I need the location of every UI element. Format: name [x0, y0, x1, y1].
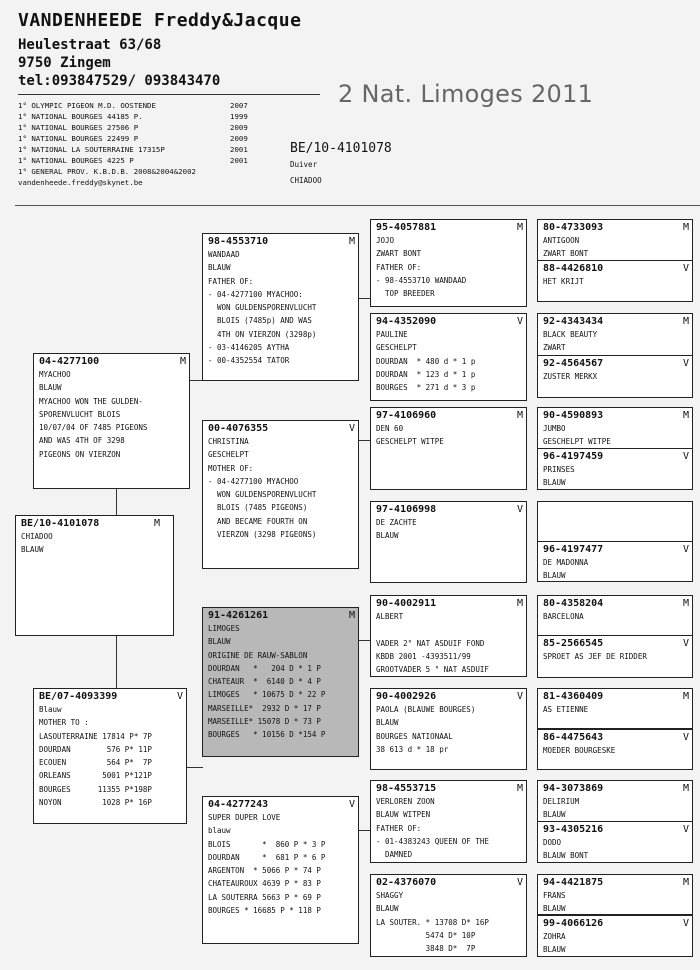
pedigree-box	[537, 355, 693, 398]
pedigree-box-line: MOEDER BOURGESKE	[543, 746, 616, 755]
ring-number: 98-4553715	[376, 783, 437, 794]
sex-marker: V	[348, 423, 355, 434]
pedigree-box-line: CHRISTINA	[208, 437, 249, 446]
ring-number: 97-4106998	[376, 504, 437, 515]
pedigree-box-header	[208, 235, 355, 248]
ring-number: 90-4002911	[376, 598, 437, 609]
pedigree-box-header	[543, 262, 689, 275]
pedigree-box-line: ORLEANS 5001 P*121P	[39, 771, 152, 781]
achievement-text: 1° NATIONAL BOURGES 22499 P	[18, 134, 139, 143]
achievement-year: 1999	[230, 112, 248, 121]
ring-number: 88-4426810	[543, 263, 604, 274]
sex-marker: V	[682, 824, 689, 835]
connector-line	[116, 489, 117, 516]
sex-marker: V	[516, 316, 523, 327]
pedigree-box-line: 3848 D* 7P	[376, 944, 476, 954]
achievement-year: 2001	[230, 145, 248, 154]
sex-marker: M	[682, 877, 689, 888]
achievement-text: 1° NATIONAL LA SOUTERRAINE 17315P	[18, 145, 165, 154]
pedigree-box-header	[543, 543, 689, 556]
pigeon-name: CHIADOO	[290, 176, 322, 185]
sex-marker: M	[682, 316, 689, 327]
pedigree-box-line: BLAUW WITPEN	[376, 810, 431, 820]
pedigree-box-line: FATHER OF:	[208, 276, 254, 286]
pedigree-box-header	[543, 690, 689, 703]
pedigree-box-line: ORIGINE DE RAUW-SABLON	[208, 650, 308, 660]
connector-line	[116, 636, 117, 689]
sex-marker: M	[348, 610, 355, 621]
ring-number: 80-4358204	[543, 598, 604, 609]
connector-line	[187, 767, 203, 768]
pedigree-subject-box	[15, 515, 174, 636]
pedigree-box-line: 10/07/04 OF 7485 PIGEONS	[39, 423, 148, 433]
pedigree-box-line: CHIADOO	[21, 532, 53, 541]
pedigree-box-header	[543, 409, 689, 422]
pedigree-box-line: WON GULDENSPORENVLUCHT	[208, 490, 317, 500]
pedigree-box-header	[543, 917, 689, 930]
pedigree-box-line: VADER 2° NAT ASDUIF FOND	[376, 638, 485, 648]
pedigree-box-line: DOURDAN * 123 d * 1 p	[376, 369, 476, 379]
pedigree-box-line: 4TH ON VIERZON (3298p)	[208, 329, 317, 339]
sex-marker: M	[682, 222, 689, 233]
pedigree-box-header	[543, 315, 689, 328]
pedigree-box-line: - 98-4553710 WANDAAD	[376, 275, 467, 285]
pedigree-box-line: CHATEAUROUX 4639 P * 83 P	[208, 879, 321, 889]
pedigree-box-line: BLOIS (7485p) AND WAS	[208, 316, 312, 326]
pedigree-box	[537, 448, 693, 490]
pedigree-box-header	[208, 422, 355, 435]
pedigree-box-line: LIMOGES * 10675 D * 22 P	[208, 690, 326, 700]
ring-number: 85-2566545	[543, 638, 604, 649]
pedigree-box	[202, 420, 359, 569]
pedigree-box-line: BOURGES NATIONAAL	[376, 731, 453, 741]
ring-number: 04-4277243	[208, 799, 269, 810]
pedigree-box	[370, 780, 527, 863]
pedigree-box-line: DE ZACHTE	[376, 518, 417, 527]
pedigree-box	[370, 874, 527, 957]
sex-marker: M	[348, 236, 355, 247]
pedigree-box-line: MARSEILLE* 15078 D * 73 P	[208, 717, 321, 727]
pedigree-box-line: BLAUW	[376, 531, 399, 541]
pedigree-box-line: MYACHOO WON THE GULDEN-	[39, 396, 143, 406]
pedigree-box	[537, 729, 693, 770]
pedigree-box-line: BLAUW	[543, 945, 566, 955]
pedigree-box-line: BLOIS (7485 PIGEONS)	[208, 503, 308, 513]
pedigree-box-line: BLAUW	[376, 718, 399, 728]
pedigree-box	[202, 233, 359, 381]
pedigree-box-line: ARGENTON * 5066 P * 74 P	[208, 866, 321, 876]
pedigree-box-line: BLOIS * 860 P * 3 P	[208, 839, 326, 849]
pedigree-box-line: LASOUTERRAINE 17814 P* 7P	[39, 731, 152, 741]
pedigree-box-line: Blauw	[39, 705, 62, 714]
pedigree-box	[370, 407, 527, 490]
pedigree-box-line: ZOHRA	[543, 932, 566, 941]
pedigree-box-line: BLAUW	[543, 904, 566, 914]
pedigree-box-header	[543, 782, 689, 795]
pedigree-box	[370, 688, 527, 770]
sex-marker: M	[516, 410, 523, 421]
ring-number: 02-4376070	[376, 877, 437, 888]
sex-marker: V	[516, 877, 523, 888]
pedigree-box-line: BOURGES 11355 P*198P	[39, 784, 152, 794]
pedigree-box	[537, 541, 693, 582]
ring-number: 94-4352090	[376, 316, 437, 327]
achievement-year: 2009	[230, 134, 248, 143]
pedigree-box-line: DELIRIUM	[543, 797, 580, 806]
pedigree-box-line: SUPER DUPER LOVE	[208, 813, 281, 822]
pedigree-box-line: SHAGGY	[376, 891, 404, 900]
pedigree-box	[537, 874, 693, 915]
ring-number: 93-4305216	[543, 824, 604, 835]
pedigree-box-header	[376, 782, 523, 795]
sex-marker: M	[682, 410, 689, 421]
achievement-item	[18, 122, 248, 133]
sex-marker: V	[516, 691, 523, 702]
pedigree-box-line: BARCELONA	[543, 612, 584, 621]
pedigree-box-line: DOURDAN * 681 P * 6 P	[208, 852, 326, 862]
achievement-item	[18, 100, 248, 111]
pedigree-box-line: GROOTVADER 5 ° NAT ASDUIF	[376, 665, 489, 675]
pedigree-box-header	[39, 690, 183, 703]
pedigree-box-header	[376, 221, 523, 234]
sex-marker: M	[682, 598, 689, 609]
pedigree-box-line: JUMBO	[543, 424, 566, 433]
sex-marker: V	[682, 263, 689, 274]
ring-number: 80-4733093	[543, 222, 604, 233]
pedigree-box-line: GESCHELPT	[376, 343, 417, 353]
pedigree-box-line: BLAUW	[543, 810, 566, 820]
pedigree-box-line: BOURGES * 10156 D *154 P	[208, 730, 326, 740]
pedigree-box	[537, 260, 693, 302]
pedigree-box-line: AND WAS 4TH OF 3298	[39, 436, 125, 446]
pedigree-box-line: PRINSES	[543, 465, 575, 474]
pedigree-box	[537, 780, 693, 822]
pigeon-identity	[290, 140, 392, 189]
pedigree-box-line: ZUSTER MERKX	[543, 372, 598, 381]
pedigree-box-line: DOURDAN 576 P* 11P	[39, 744, 152, 754]
owner-name: VANDENHEEDE Freddy&Jacque	[18, 10, 302, 31]
achievement-item	[18, 111, 248, 122]
owner-street: Heulestraat 63/68	[18, 37, 162, 53]
pedigree-box-line: DE MADONNA	[543, 558, 589, 567]
owner-email: vandenheede.freddy@skynet.be	[18, 178, 143, 187]
pedigree-box-line: - 00-4352554 TATOR	[208, 356, 290, 366]
sex-marker: M	[153, 518, 160, 529]
sex-marker: M	[179, 356, 186, 367]
achievement-year: 2001	[230, 156, 248, 165]
pedigree-box	[202, 607, 359, 757]
pedigree-box	[33, 688, 187, 824]
pedigree-box	[370, 313, 527, 401]
ring-number: 81-4360409	[543, 691, 604, 702]
pedigree-box-line: BLAUW	[208, 637, 231, 647]
pedigree-box-line: HET KRIJT	[543, 277, 584, 286]
pedigree-box-line: ECOUEN 564 P* 7P	[39, 758, 152, 768]
sex-marker: M	[516, 783, 523, 794]
pedigree-box-line: FATHER OF:	[376, 262, 422, 272]
pedigree-box	[537, 688, 693, 729]
pedigree-box-line: PAULINE	[376, 330, 408, 339]
achievement-text: 1° GENERAL PROV. K.B.D.B. 2008&2004&2002	[18, 167, 196, 176]
achievements-list	[18, 100, 248, 188]
pedigree-box-header	[376, 690, 523, 703]
pedigree-box	[370, 501, 527, 583]
pedigree-box-line: GESCHELPT WITPE	[376, 437, 444, 447]
pigeon-sex: Duiver	[290, 160, 318, 169]
pedigree-box-line: GESCHELPT	[208, 450, 249, 460]
pedigree-box-line: LIMOGES	[208, 624, 240, 633]
pedigree-box-line	[376, 623, 523, 636]
sex-marker: V	[682, 544, 689, 555]
pedigree-box-line: FATHER OF:	[376, 823, 422, 833]
sex-marker: V	[348, 799, 355, 810]
ring-number: 99-4066126	[543, 918, 604, 929]
sex-marker: V	[682, 451, 689, 462]
pedigree-box-line: ALBERT	[376, 612, 404, 621]
pedigree-box-line: LA SOUTER. * 13708 D* 16P	[376, 917, 489, 927]
pedigree-box-line: BLAUW	[543, 571, 566, 581]
ring-number: 00-4076355	[208, 423, 269, 434]
ring-number: BE/10-4101078	[21, 518, 100, 529]
sex-marker: M	[682, 691, 689, 702]
ring-number: 04-4277100	[39, 356, 100, 367]
pedigree-box-line: SPORENVLUCHT BLOIS	[39, 409, 121, 419]
pedigree-box-line: - 03-4146205 AYTHA	[208, 343, 290, 353]
ring-number: 90-4590893	[543, 410, 604, 421]
achievement-item	[18, 155, 248, 166]
pedigree-box-header	[543, 731, 689, 744]
pedigree-box-line: DOURDAN * 204 D * 1 P	[208, 663, 321, 673]
pedigree-box-line: WON GULDENSPORENVLUCHT	[208, 303, 317, 313]
sex-marker: V	[516, 504, 523, 515]
pedigree-box-header	[543, 221, 689, 234]
pedigree-box-line: MYACHOO	[39, 370, 71, 379]
pedigree-box-line: TOP BREEDER	[376, 289, 435, 299]
pedigree-box-header	[543, 450, 689, 463]
pedigree-box-header	[208, 798, 355, 811]
pedigree-box	[537, 313, 693, 356]
sex-marker: M	[682, 783, 689, 794]
pedigree-box-line: ANTIGOON	[543, 236, 580, 245]
ring-number: 91-4261261	[208, 610, 269, 621]
sex-marker: V	[682, 918, 689, 929]
pedigree-box-line: DOURDAN * 480 d * 1 p	[376, 356, 476, 366]
pedigree-box-line: BLAUW	[39, 383, 62, 393]
ring-number: 94-3073869	[543, 783, 604, 794]
pedigree-box-line: MARSEILLE* 2932 D * 17 P	[208, 703, 321, 713]
sex-marker: V	[176, 691, 183, 702]
pedigree-box-line: PIGEONS ON VIERZON	[39, 449, 121, 459]
pedigree-box-line: 5474 D* 10P	[376, 930, 476, 940]
header-divider	[18, 94, 320, 95]
pedigree-box-line: ZWART BONT	[376, 249, 422, 259]
pedigree-box-line: BLAUW	[208, 263, 231, 273]
pedigree-box	[370, 595, 527, 677]
pedigree-box-line: - 01-4383243 QUEEN OF THE	[376, 836, 489, 846]
pedigree-box-line: LA SOUTERRA 5663 P * 69 P	[208, 892, 321, 902]
pedigree-box-line: ZWART BONT	[543, 249, 589, 259]
pedigree-box-line: SPROET AS JEF DE RIDDER	[543, 652, 647, 661]
pedigree-box-line: WANDAAD	[208, 250, 240, 259]
pedigree-box	[202, 796, 359, 944]
ring-number: BE/07-4093399	[39, 691, 118, 702]
pedigree-box-line: DODO	[543, 838, 562, 847]
achievement-item	[18, 144, 248, 155]
pedigree-box-line: PAOLA (BLAUWE BOURGES)	[376, 705, 476, 714]
owner-phone: tel:093847529/ 093843470	[18, 73, 221, 89]
pedigree-box-line: MOTHER TO :	[39, 718, 89, 728]
achievement-text: 1° OLYMPIC PIGEON M.D. OOSTENDE	[18, 101, 156, 110]
pedigree-top-divider	[15, 205, 700, 206]
pedigree-box-line: BLAUW	[376, 904, 399, 914]
pedigree-box-line: VERLOREN ZOON	[376, 797, 435, 806]
pedigree-box-line: blauw	[208, 826, 231, 836]
pedigree-box-line: BOURGES * 271 d * 3 p	[376, 383, 476, 393]
pedigree-box-line: CHATEAUR * 6140 D * 4 P	[208, 677, 321, 687]
ring-number: 92-4564567	[543, 358, 604, 369]
pedigree-box	[537, 595, 693, 636]
achievement-year: 2007	[230, 101, 248, 110]
ring-number: 95-4057881	[376, 222, 437, 233]
pedigree-box-line: - 04-4277100 MYACHOO	[208, 476, 299, 486]
pedigree-box	[537, 635, 693, 678]
pedigree-box-line: BLAUW	[543, 478, 566, 488]
race-title: 2 Nat. Limoges 2011	[338, 80, 594, 108]
owner-city: 9750 Zingem	[18, 55, 111, 71]
ring-number: 97-4106960	[376, 410, 437, 421]
ring-number: 98-4553710	[208, 236, 269, 247]
ring-number: 86-4475643	[543, 732, 604, 743]
pedigree-box-line: VIERZON (3298 PIGEONS)	[208, 530, 317, 540]
pedigree-box-line: AS ETIENNE	[543, 705, 589, 714]
ring-number: 94-4421875	[543, 877, 604, 888]
sex-marker: V	[682, 732, 689, 743]
ring-number: 96-4197477	[543, 544, 604, 555]
achievement-text: 1° NATIONAL BOURGES 4225 P	[18, 156, 134, 165]
pedigree-box-line: 38 613 d * 18 pr	[376, 744, 449, 754]
sex-marker: M	[516, 598, 523, 609]
pedigree-box-line: JOJO	[376, 236, 395, 245]
pedigree-box-line: DAMNED	[376, 850, 413, 860]
pedigree-box-header	[376, 315, 523, 328]
pedigree-box-line: ZWART	[543, 343, 566, 353]
pedigree-box-line: BLACK BEAUTY	[543, 330, 598, 339]
pedigree-box	[537, 915, 693, 957]
pedigree-box-header	[543, 597, 689, 610]
pedigree-box-header	[208, 609, 355, 622]
pedigree-box-line: FRANS	[543, 891, 566, 900]
pedigree-box-line: MOTHER OF:	[208, 463, 254, 473]
pedigree-box-header	[376, 876, 523, 889]
pedigree-box-line: KBDB 2001 -4393511/99	[376, 651, 471, 661]
pedigree-box	[370, 219, 527, 307]
sex-marker: V	[682, 358, 689, 369]
ring-number: 90-4002926	[376, 691, 437, 702]
pedigree-box-header	[376, 409, 523, 422]
achievement-text: 1° NATIONAL BOURGES 44185 P.	[18, 112, 143, 121]
pedigree-box	[537, 407, 693, 450]
pedigree-box-header	[543, 357, 689, 370]
pedigree-box-line: GESCHELPT WITPE	[543, 437, 611, 447]
pedigree-box-header	[376, 503, 523, 516]
pedigree-box-header	[543, 637, 689, 650]
pedigree-box-line: DEN 60	[376, 424, 404, 433]
pedigree-box-header	[543, 876, 689, 889]
pedigree-box-header	[39, 355, 186, 368]
pedigree-box-header	[543, 823, 689, 836]
sex-marker: M	[516, 222, 523, 233]
pigeon-id: BE/10-4101078	[290, 141, 392, 156]
sex-marker: V	[682, 638, 689, 649]
achievement-year: 2009	[230, 123, 248, 132]
pedigree-box	[537, 501, 693, 542]
pedigree-box	[537, 219, 693, 262]
pedigree-box-line: BLAUW	[21, 545, 44, 555]
ring-number: 96-4197459	[543, 451, 604, 462]
ring-number: 92-4343434	[543, 316, 604, 327]
pedigree-box-header	[376, 597, 523, 610]
pedigree-box	[537, 821, 693, 863]
pedigree-box-line: NOYON 1028 P* 16P	[39, 798, 152, 808]
pedigree-box-line: BLAUW BONT	[543, 851, 589, 861]
achievement-item	[18, 133, 248, 144]
pedigree-box-line: AND BECAME FOURTH ON	[208, 516, 308, 526]
pedigree-box-line: - 04-4277100 MYACHOO:	[208, 289, 303, 299]
achievement-item	[18, 166, 196, 177]
pedigree-box-line: BOURGES * 16685 P * 118 P	[208, 906, 321, 916]
pedigree-box-header	[21, 517, 170, 530]
pedigree-box	[33, 353, 190, 489]
achievement-text: 1° NATIONAL BOURGES 27506 P	[18, 123, 139, 132]
